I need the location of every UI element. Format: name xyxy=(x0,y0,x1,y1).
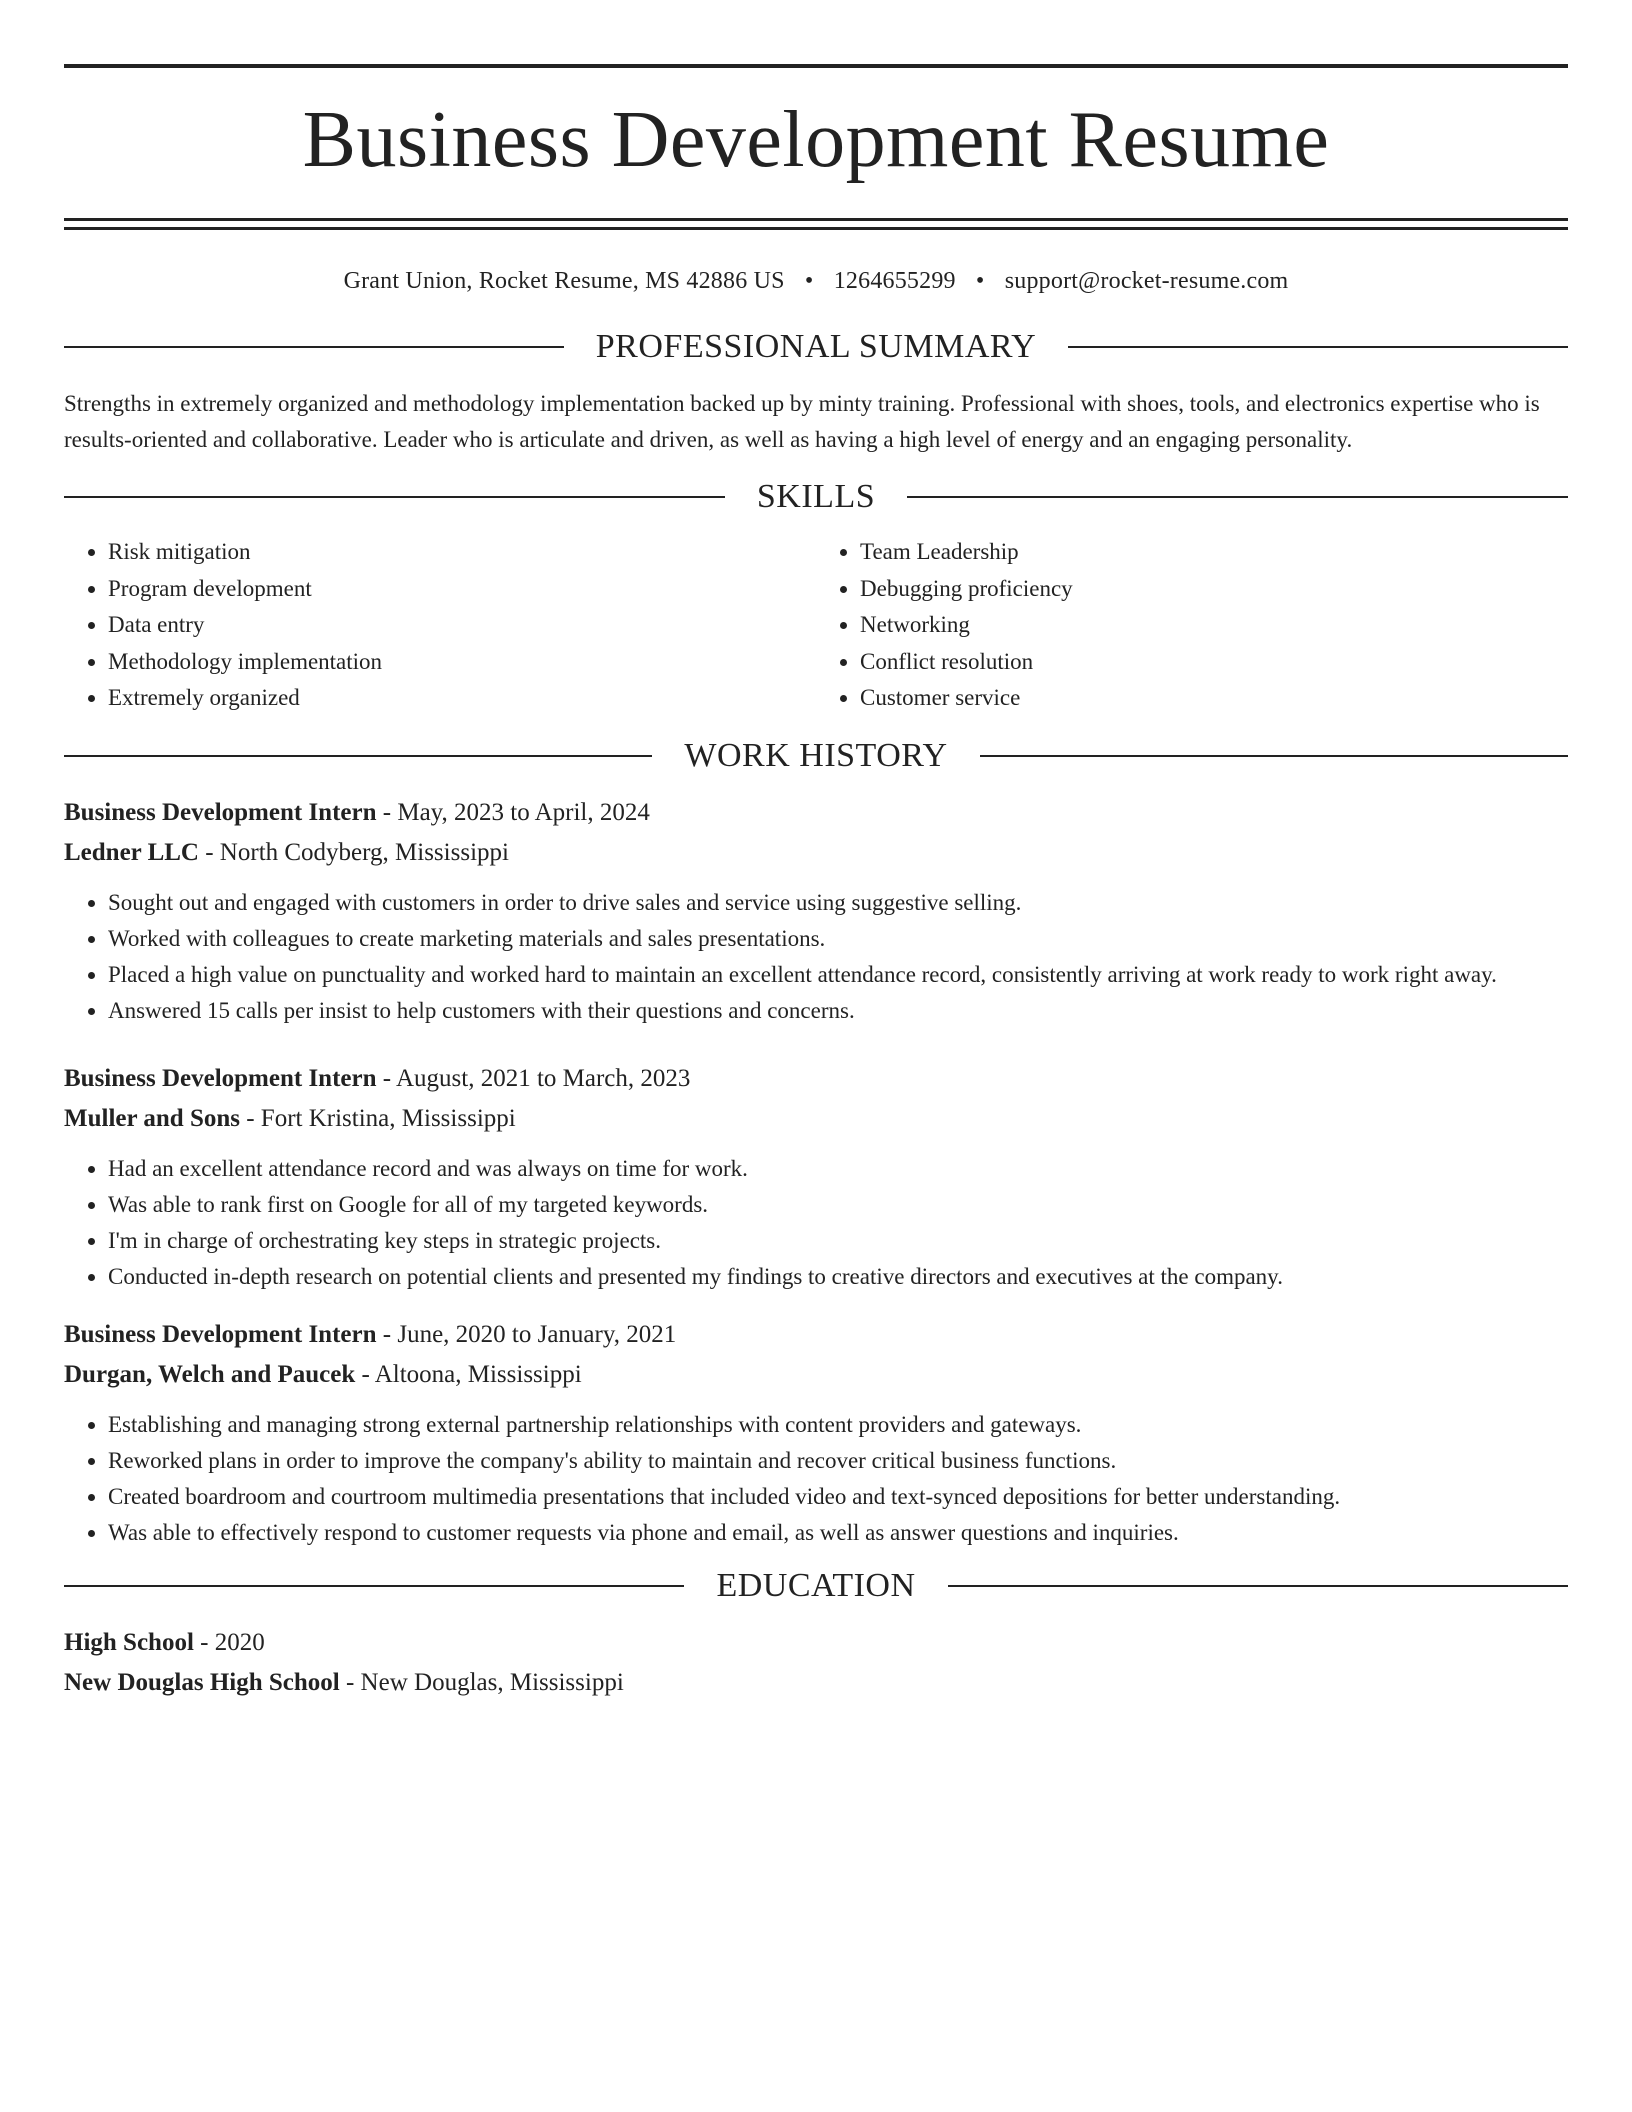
skill-item: • Debugging proficiency xyxy=(860,571,1568,608)
education-heading xyxy=(64,1566,1568,1604)
company-location: - North Codyberg, Mississippi xyxy=(198,838,509,866)
heading-rule xyxy=(948,1585,1568,1587)
degree: High School xyxy=(64,1628,194,1656)
skill-item: • Conflict resolution xyxy=(860,644,1568,681)
skill-item: • Customer service xyxy=(860,680,1568,717)
skill-item: • Program development xyxy=(108,571,816,608)
education-heading-label: EDUCATION xyxy=(716,1566,916,1604)
heading-rule xyxy=(64,755,652,757)
job-title-line xyxy=(64,1315,1568,1355)
summary-heading xyxy=(64,330,1568,364)
job-title: Business Development Intern xyxy=(64,1064,377,1092)
contact-phone: 1264655299 xyxy=(833,268,956,294)
job-bullet: • I'm in charge of orchestrating key steps in strategic projects. xyxy=(108,1223,1568,1259)
job-bullets xyxy=(64,1151,1568,1295)
skills-heading xyxy=(64,480,1568,514)
heading-rule xyxy=(980,755,1568,757)
job-entry xyxy=(64,1315,1568,1551)
skills-column-right xyxy=(816,534,1568,717)
company-name: Muller and Sons xyxy=(64,1104,240,1132)
job-title: Business Development Intern xyxy=(64,1320,377,1348)
school-location: - New Douglas, Mississippi xyxy=(339,1668,624,1696)
contact-separator: • xyxy=(804,268,814,294)
skill-item: • Extremely organized xyxy=(108,680,816,717)
job-title-line xyxy=(64,793,1568,833)
job-dates: - August, 2021 to March, 2023 xyxy=(376,1064,691,1092)
job-dates: - June, 2020 to January, 2021 xyxy=(376,1320,677,1348)
skill-item: • Data entry xyxy=(108,607,816,644)
page-title: Business Development Resume xyxy=(302,96,1330,184)
heading-rule xyxy=(64,346,564,348)
job-bullet: • Had an excellent attendance record and was always on time for work. xyxy=(108,1151,1568,1187)
job-bullet: • Created boardroom and courtroom multimedia presentations that included video and text-synced depositions for better understanding. xyxy=(108,1479,1568,1515)
job-bullet: • Answered 15 calls per insist to help customers with their questions and concerns. xyxy=(108,993,1568,1029)
job-bullet: • Was able to effectively respond to customer requests via phone and email, as well as answer questions and inquiries. xyxy=(108,1515,1568,1551)
heading-rule xyxy=(64,1585,684,1587)
job-entry xyxy=(64,1059,1568,1295)
company-location: - Fort Kristina, Mississippi xyxy=(239,1104,516,1132)
school-line xyxy=(64,1663,1568,1703)
degree-line xyxy=(64,1623,1568,1663)
job-bullet: • Worked with colleagues to create marketing materials and sales presentations. xyxy=(108,921,1568,957)
company-line xyxy=(64,1355,1568,1395)
job-bullets xyxy=(64,885,1568,1029)
job-bullet: • Placed a high value on punctuality and worked hard to maintain an excellent attendance record, consistently arriving at work ready to work right away. xyxy=(108,957,1568,993)
skills-list xyxy=(64,534,1568,717)
contact-address: Grant Union, Rocket Resume, MS 42886 US xyxy=(343,268,785,294)
job-bullet: • Sought out and engaged with customers in order to drive sales and service using suggestive selling. xyxy=(108,885,1568,921)
work-heading-label: WORK HISTORY xyxy=(684,736,948,774)
job-bullet: • Reworked plans in order to improve the company's ability to maintain and recover critical business functions. xyxy=(108,1443,1568,1479)
work-heading xyxy=(64,736,1568,774)
title-double-rule xyxy=(64,218,1568,230)
job-entry xyxy=(64,793,1568,1029)
graduation-year: - 2020 xyxy=(193,1628,265,1656)
job-bullet: • Conducted in-depth research on potential clients and presented my findings to creative directors and executives at the company. xyxy=(108,1259,1568,1295)
job-title: Business Development Intern xyxy=(64,798,377,826)
summary-heading-label: PROFESSIONAL SUMMARY xyxy=(595,328,1037,365)
skill-item: • Risk mitigation xyxy=(108,534,816,571)
contact-separator: • xyxy=(975,268,985,294)
skill-item: • Methodology implementation xyxy=(108,644,816,681)
company-line xyxy=(64,1099,1568,1139)
education-entry xyxy=(64,1623,1568,1703)
job-bullet: • Establishing and managing strong external partnership relationships with content providers and gateways. xyxy=(108,1407,1568,1443)
contact-line xyxy=(64,266,1568,296)
heading-rule xyxy=(1068,346,1568,348)
company-line xyxy=(64,833,1568,873)
job-bullets xyxy=(64,1407,1568,1551)
skill-item: • Team Leadership xyxy=(860,534,1568,571)
contact-email: support@rocket-resume.com xyxy=(1004,268,1289,294)
school-name: New Douglas High School xyxy=(64,1668,340,1696)
resume-page xyxy=(64,64,1568,1703)
company-name: Ledner LLC xyxy=(64,838,199,866)
summary-text: Strengths in extremely organized and methodology implementation backed up by minty training. Professional with shoes, tools, and electronics expertise who is results-oriented and collaborative. Leader who is articulate and driven, as well as having a high level of energy and an engaging personality. xyxy=(64,391,1540,452)
skills-heading-label: SKILLS xyxy=(756,478,876,515)
skills-column-left xyxy=(64,534,816,717)
job-bullet: • Was able to rank first on Google for all of my targeted keywords. xyxy=(108,1187,1568,1223)
heading-rule xyxy=(907,496,1568,498)
company-location: - Altoona, Mississippi xyxy=(355,1360,582,1388)
heading-rule xyxy=(64,496,725,498)
company-name: Durgan, Welch and Paucek xyxy=(64,1360,356,1388)
job-dates: - May, 2023 to April, 2024 xyxy=(376,798,650,826)
job-title-line xyxy=(64,1059,1568,1099)
skill-item: • Networking xyxy=(860,607,1568,644)
